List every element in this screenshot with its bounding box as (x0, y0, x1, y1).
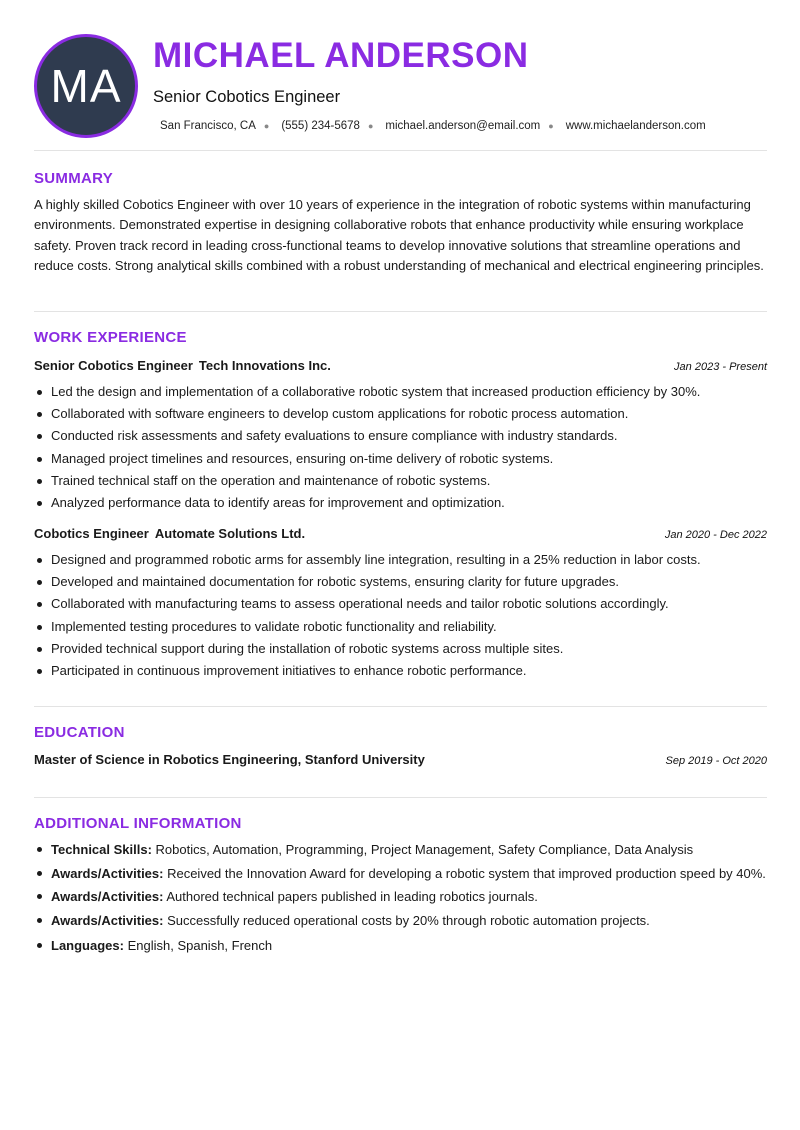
list-item: Managed project timelines and resources, ensuring on-time delivery of robotic systems. (34, 448, 767, 470)
summary-text: A highly skilled Cobotics Engineer with over 10 years of experience in the integration of robotic systems within manufacturing environments. Demonstrated expertise in designing collaborative robots that enhance productivity while ensuring workplace safety. Proven track record in leading cross-functional teams to develop innovative solutions that streamline operations and reduce costs. Strong analytical skills combined with a robust understanding of mechanical and electrical engineering principles. (34, 197, 764, 274)
item-label: Awards/Activities: (51, 865, 164, 881)
list-item: Collaborated with manufacturing teams to assess operational needs and tailor robotic solutions accordingly. (34, 593, 767, 615)
avatar (34, 34, 138, 138)
divider (34, 797, 767, 798)
job-date: Jan 2020 - Dec 2022 (664, 529, 767, 541)
job-bullets (34, 549, 767, 682)
divider (34, 706, 767, 707)
list-item: Developed and maintained documentation for robotic systems, ensuring clarity for future upgrades. (34, 571, 767, 593)
item-text: English, Spanish, French (123, 937, 273, 953)
candidate-role: Senior Cobotics Engineer (153, 88, 341, 106)
list-item (34, 936, 767, 955)
item-text: Robotics, Automation, Programming, Project Management, Safety Compliance, Data Analysis (151, 842, 694, 857)
job-entry (34, 358, 767, 514)
item-text: Received the Innovation Award for developing a robotic system that improved production speed by 40%. (163, 865, 766, 881)
job-date: Jan 2023 - Present (674, 361, 767, 373)
item-label: Languages: (51, 937, 124, 953)
list-item: Conducted risk assessments and safety evaluations to ensure compliance with industry standards. (34, 425, 767, 447)
job-bullets (34, 381, 767, 514)
contact-website[interactable]: www.michaelanderson.com (565, 120, 706, 132)
summary-heading: SUMMARY (34, 170, 114, 187)
list-item (34, 864, 767, 883)
job-header (34, 526, 767, 541)
list-item: Led the design and implementation of a collaborative robotic system that increased production efficiency by 30%. (34, 381, 767, 403)
list-item: Participated in continuous improvement initiatives to enhance robotic performance. (34, 660, 767, 682)
education-degree: Master of Science in Robotics Engineering, Stanford University (34, 752, 425, 767)
education-entry (34, 752, 767, 767)
candidate-name: MICHAEL ANDERSON (153, 36, 529, 75)
education-date: Sep 2019 - Oct 2020 (665, 755, 767, 767)
additional-info-list (34, 840, 767, 955)
list-item (34, 840, 767, 859)
avatar-initials: MA (50, 60, 122, 112)
job-header (34, 358, 767, 373)
list-item (34, 911, 767, 930)
item-label: Technical Skills: (51, 842, 152, 857)
item-text: Successfully reduced operational costs by 20% through robotic automation projects. (163, 912, 650, 928)
list-item: Trained technical staff on the operation and maintenance of robotic systems. (34, 470, 767, 492)
list-item: Collaborated with software engineers to develop custom applications for robotic process automation. (34, 403, 767, 425)
job-company: Automate Solutions Ltd. (154, 526, 306, 541)
separator-dot-icon: ● (263, 121, 270, 131)
separator-dot-icon: ● (548, 121, 554, 131)
contact-email[interactable]: michael.anderson@email.com (385, 120, 541, 132)
item-label: Awards/Activities: (51, 912, 164, 928)
list-item: Implemented testing procedures to validate robotic functionality and reliability. (34, 616, 767, 638)
job-position: Cobotics Engineer (34, 526, 149, 541)
job-entry (34, 526, 767, 682)
contact-phone[interactable]: (555) 234-5678 (281, 120, 360, 132)
list-item: Designed and programmed robotic arms for assembly line integration, resulting in a 25% reduction in labor costs. (34, 549, 767, 571)
divider (34, 311, 767, 312)
divider (34, 150, 767, 151)
contact-location: San Francisco, CA (160, 120, 256, 132)
separator-dot-icon: ● (367, 121, 374, 131)
contact-bar (160, 120, 706, 132)
job-title (34, 526, 305, 541)
list-item: Analyzed performance data to identify areas for improvement and optimization. (34, 492, 767, 514)
job-title (34, 358, 331, 373)
item-text: Authored technical papers published in leading robotics journals. (163, 889, 538, 904)
additional-info-heading: ADDITIONAL INFORMATION (34, 815, 242, 832)
work-experience-heading: WORK EXPERIENCE (34, 329, 187, 346)
job-company: Tech Innovations Inc. (198, 358, 331, 373)
item-label: Awards/Activities: (51, 889, 164, 904)
job-position: Senior Cobotics Engineer (34, 358, 193, 373)
education-heading: EDUCATION (34, 724, 125, 741)
list-item (34, 887, 767, 906)
list-item: Provided technical support during the installation of robotic systems across multiple sites. (34, 638, 767, 660)
additional-info (34, 840, 767, 959)
